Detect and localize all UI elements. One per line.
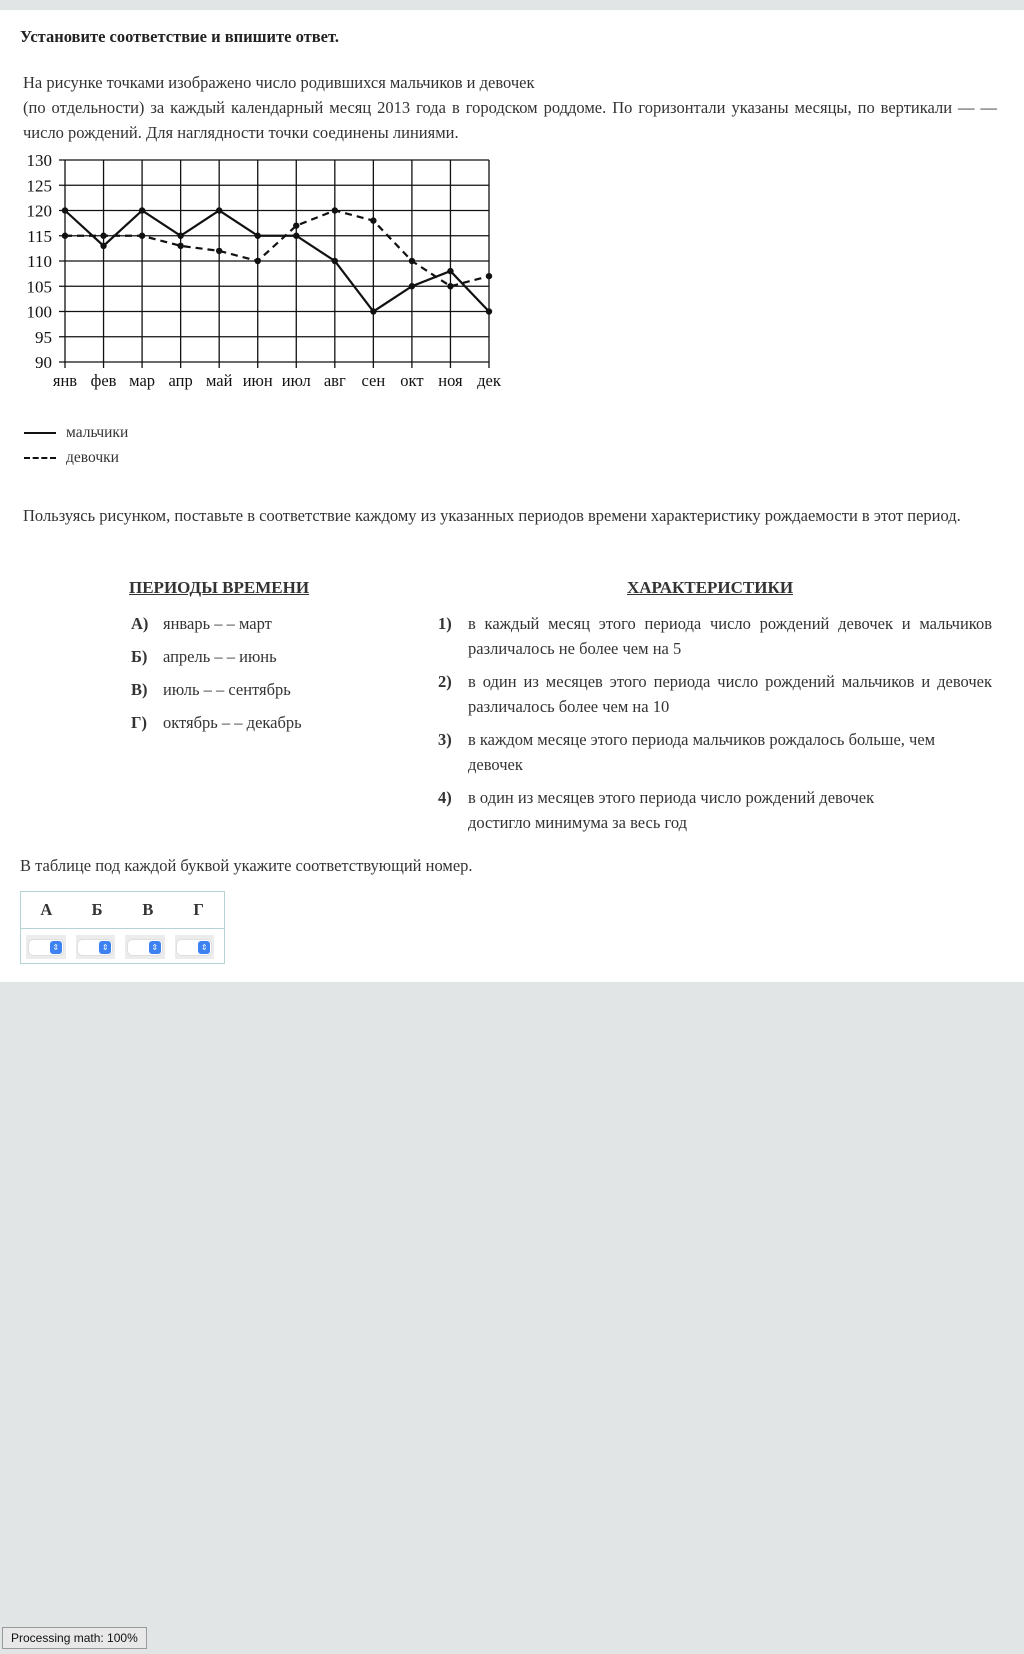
data-point-girls bbox=[370, 217, 376, 223]
intro-line-2: (по отдельности) за каждый календарный месяц 2013 года в городском роддоме. По горизонтали указаны месяцы, по вертикали — — число рождений. Для наглядности точки соединены линиями. bbox=[23, 98, 997, 142]
answer-select-a[interactable] bbox=[29, 940, 63, 955]
x-tick-label: дек bbox=[477, 371, 501, 390]
x-tick-label: фев bbox=[90, 371, 117, 390]
characteristic-text: в один из месяцев этого периода число рождений мальчиков и девочек различалось более чем на 10 bbox=[468, 672, 992, 716]
chart-legend bbox=[24, 420, 128, 470]
processing-status: Processing math: 100% bbox=[2, 1627, 147, 1649]
answer-select-b[interactable] bbox=[78, 940, 112, 955]
data-point-girls bbox=[486, 273, 492, 279]
answer-column-v: В bbox=[142, 900, 154, 919]
period-text: октябрь – – декабрь bbox=[163, 713, 302, 732]
chevron-updown-icon: ⇕ bbox=[149, 941, 161, 954]
answer-cell-b bbox=[76, 935, 116, 959]
data-point-boys bbox=[332, 258, 338, 264]
answer-cell-v bbox=[125, 935, 165, 959]
y-tick-label: 115 bbox=[27, 226, 52, 246]
period-item bbox=[131, 713, 302, 733]
answer-cell-a bbox=[26, 935, 66, 959]
legend-label-boys: мальчики bbox=[66, 423, 129, 441]
solid-line-icon bbox=[24, 432, 56, 434]
data-point-girls bbox=[255, 258, 261, 264]
data-point-boys bbox=[447, 268, 453, 274]
data-point-boys bbox=[100, 243, 106, 249]
characteristics-header: ХАРАКТЕРИСТИКИ bbox=[627, 578, 794, 597]
task-intro bbox=[23, 70, 997, 145]
data-point-boys bbox=[255, 233, 261, 239]
period-item bbox=[131, 647, 277, 667]
x-tick-label: апр bbox=[168, 371, 193, 390]
period-label: А) bbox=[131, 614, 149, 633]
x-tick-label: янв bbox=[52, 371, 78, 390]
data-point-girls bbox=[139, 233, 145, 239]
answer-select-v[interactable] bbox=[128, 940, 162, 955]
x-tick-label: авг bbox=[323, 371, 346, 390]
x-tick-label: июл bbox=[281, 371, 311, 390]
characteristic-item bbox=[438, 611, 992, 661]
data-point-boys bbox=[293, 233, 299, 239]
chevron-updown-icon: ⇕ bbox=[198, 941, 210, 954]
top-bar bbox=[0, 0, 1024, 10]
x-tick-label: июн bbox=[242, 371, 273, 390]
births-chart bbox=[0, 150, 520, 390]
data-point-girls bbox=[409, 258, 415, 264]
characteristic-text: в один из месяцев этого периода число рождений девочек достигло минимума за весь год bbox=[468, 788, 875, 832]
data-point-boys bbox=[139, 207, 145, 213]
data-point-boys bbox=[62, 207, 68, 213]
y-tick-label: 130 bbox=[26, 151, 52, 170]
legend-girls bbox=[24, 445, 128, 470]
answer-cell-g bbox=[175, 935, 215, 959]
answer-table bbox=[20, 891, 225, 964]
y-tick-label: 100 bbox=[26, 302, 52, 322]
data-point-girls bbox=[177, 243, 183, 249]
characteristic-number: 4) bbox=[438, 788, 452, 807]
task-title: Установите соответствие и впишите ответ. bbox=[20, 27, 339, 46]
y-tick-label: 95 bbox=[35, 327, 52, 347]
period-label: Б) bbox=[131, 647, 148, 666]
characteristic-item bbox=[438, 669, 992, 719]
x-tick-label: май bbox=[205, 371, 233, 390]
chevron-updown-icon: ⇕ bbox=[50, 941, 62, 954]
legend-boys bbox=[24, 420, 128, 445]
intro-line-1: На рисунке точками изображено число родившихся мальчиков и девочек bbox=[23, 73, 535, 92]
answer-select-g[interactable] bbox=[177, 940, 211, 955]
chevron-updown-icon: ⇕ bbox=[99, 941, 111, 954]
data-point-girls bbox=[216, 248, 222, 254]
characteristic-text: в каждом месяце этого периода мальчиков рождалось больше, чем девочек bbox=[468, 730, 936, 774]
x-tick-label: мар bbox=[129, 371, 156, 390]
period-item bbox=[131, 680, 291, 700]
data-point-girls bbox=[62, 233, 68, 239]
answer-column-g: Г bbox=[193, 900, 204, 919]
y-tick-label: 110 bbox=[27, 252, 52, 271]
characteristic-number: 1) bbox=[438, 614, 452, 633]
data-point-boys bbox=[216, 207, 222, 213]
answer-table-header bbox=[21, 892, 224, 929]
period-text: январь – – март bbox=[163, 614, 272, 633]
characteristic-item bbox=[438, 785, 938, 835]
legend-label-girls: девочки bbox=[66, 448, 119, 466]
x-tick-label: окт bbox=[400, 371, 424, 390]
answer-table-row bbox=[21, 929, 224, 965]
period-text: июль – – сентябрь bbox=[163, 680, 291, 699]
y-tick-label: 105 bbox=[26, 277, 52, 297]
period-label: В) bbox=[131, 680, 148, 699]
data-point-boys bbox=[370, 308, 376, 314]
task-card bbox=[0, 10, 1024, 982]
characteristic-number: 3) bbox=[438, 730, 452, 749]
data-point-girls bbox=[332, 207, 338, 213]
characteristic-item bbox=[438, 727, 958, 777]
x-tick-label: сен bbox=[361, 371, 386, 390]
data-point-boys bbox=[409, 283, 415, 289]
answer-instructions: В таблице под каждой буквой укажите соответствующий номер. bbox=[20, 856, 473, 875]
y-tick-label: 125 bbox=[26, 176, 52, 196]
data-point-girls bbox=[100, 233, 106, 239]
data-point-boys bbox=[486, 308, 492, 314]
answer-column-a: А bbox=[40, 900, 53, 919]
period-text: апрель – – июнь bbox=[163, 647, 277, 666]
y-tick-label: 90 bbox=[35, 353, 52, 372]
data-point-girls bbox=[447, 283, 453, 289]
dashed-line-icon bbox=[24, 457, 56, 459]
characteristic-text: в каждый месяц этого периода число рождений девочек и мальчиков различалось не более чем на 5 bbox=[468, 614, 992, 658]
period-item bbox=[131, 614, 272, 634]
data-point-girls bbox=[293, 222, 299, 228]
characteristic-number: 2) bbox=[438, 672, 452, 691]
period-label: Г) bbox=[131, 713, 147, 732]
y-tick-label: 120 bbox=[26, 201, 52, 221]
question-text: Пользуясь рисунком, поставьте в соответствие каждому из указанных периодов времени характеристику рождаемости в этот период. bbox=[23, 506, 961, 525]
answer-column-b: Б bbox=[91, 900, 103, 919]
data-point-boys bbox=[177, 233, 183, 239]
periods-header: ПЕРИОДЫ ВРЕМЕНИ bbox=[129, 578, 310, 597]
x-tick-label: ноя bbox=[438, 371, 463, 390]
